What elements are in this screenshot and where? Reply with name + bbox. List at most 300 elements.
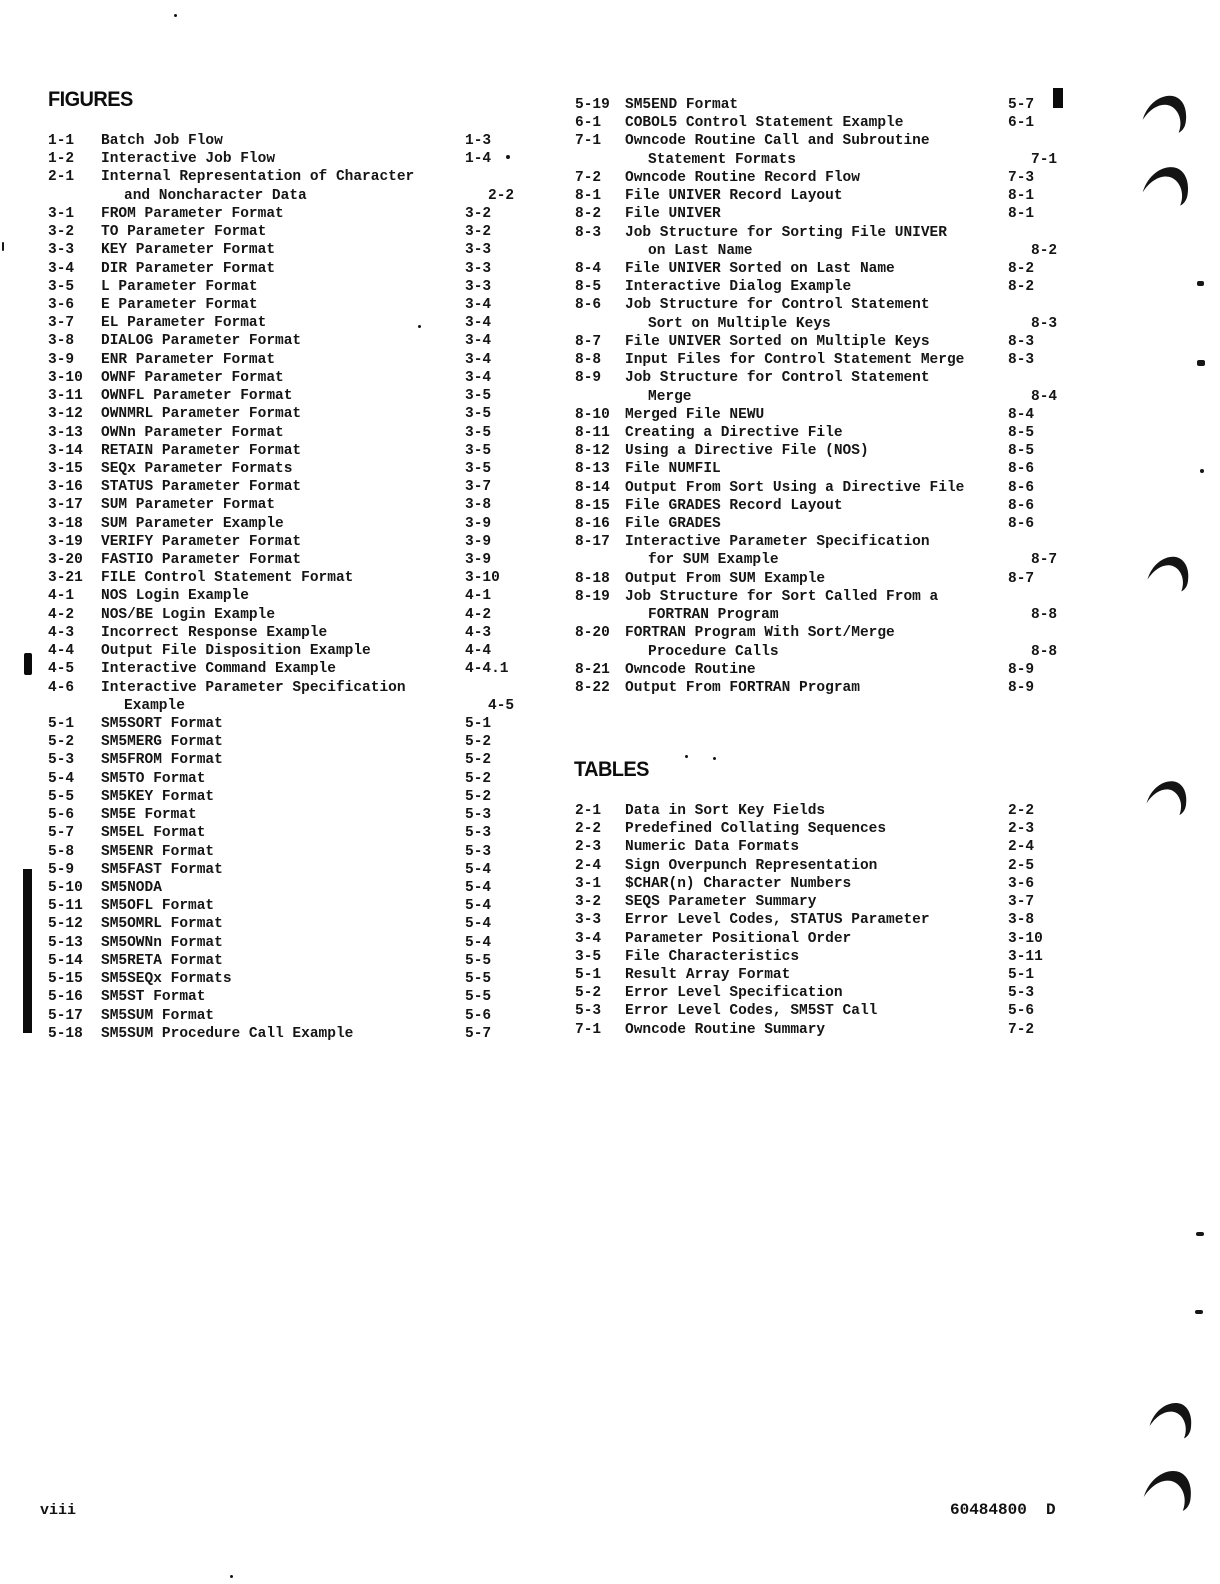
- entry-title: Error Level Codes, STATUS Parameter: [625, 912, 930, 929]
- entry-title: Batch Job Flow: [101, 133, 223, 149]
- toc-entry: [575, 406, 1055, 424]
- toc-entry: [48, 915, 518, 933]
- entry-page-number: 3-9: [465, 515, 492, 532]
- toc-entry: [48, 697, 518, 715]
- page-number: viii: [40, 1502, 77, 1519]
- entry-page-number: 8-2: [1008, 260, 1035, 277]
- toc-entry: [48, 843, 518, 861]
- toc-entry: [575, 857, 1055, 875]
- toc-entry: [48, 788, 518, 806]
- page-curl-mark-icon: [1143, 777, 1191, 815]
- toc-entry: [48, 351, 518, 369]
- entry-title: Numeric Data Formats: [625, 839, 800, 856]
- entry-title: Creating a Directive File: [625, 424, 843, 441]
- entry-number: 8-21: [575, 661, 610, 678]
- toc-entry: [575, 278, 1055, 296]
- entry-page-number: 3-5: [465, 424, 492, 441]
- entry-page-number: 3-2: [465, 224, 492, 241]
- toc-entry: [575, 533, 1055, 551]
- entry-title: SM5NODA: [101, 879, 162, 896]
- entry-title: Owncode Routine Call and Subroutine: [625, 133, 930, 150]
- entry-page-number: 7-1: [1031, 151, 1058, 168]
- toc-entry: [48, 387, 518, 405]
- entry-number: 2-3: [575, 839, 602, 856]
- entry-number: 8-13: [575, 461, 610, 478]
- entry-number: 5-19: [575, 97, 610, 113]
- scan-speck: [1200, 469, 1204, 473]
- entry-title: File UNIVER Record Layout: [625, 188, 843, 205]
- entry-number: 4-1: [48, 588, 75, 605]
- entry-page-number: 8-7: [1008, 570, 1035, 587]
- toc-entry: [48, 132, 518, 150]
- entry-title: L Parameter Format: [101, 278, 258, 295]
- entry-page-number: 8-5: [1008, 424, 1035, 441]
- entry-number: 8-12: [575, 443, 610, 460]
- entry-title: SM5ST Format: [101, 989, 206, 1006]
- change-bar-icon: [24, 653, 32, 675]
- entry-number: 4-4: [48, 643, 75, 660]
- entry-title: FORTRAN Program: [648, 607, 779, 624]
- toc-entry: [48, 715, 518, 733]
- toc-entry: [48, 606, 518, 624]
- entry-number: 2-1: [575, 803, 602, 819]
- entry-number: 3-16: [48, 479, 83, 496]
- entry-title: Output File Disposition Example: [101, 643, 371, 660]
- entry-title: SM5END Format: [625, 97, 739, 113]
- entry-page-number: 8-9: [1008, 680, 1035, 696]
- entry-page-number: 4-3: [465, 624, 492, 641]
- entry-page-number: 5-5: [465, 971, 492, 988]
- entry-number: 8-6: [575, 297, 602, 314]
- entry-number: 8-11: [575, 424, 610, 441]
- entry-number: 5-12: [48, 916, 83, 933]
- entry-page-number: 5-3: [1008, 985, 1035, 1002]
- toc-entry: [48, 478, 518, 496]
- entry-number: 3-4: [48, 260, 75, 277]
- document-number: 60484800 D: [950, 1501, 1056, 1519]
- entry-number: 8-18: [575, 570, 610, 587]
- entry-page-number: 5-2: [465, 788, 492, 805]
- toc-entry: [575, 643, 1058, 661]
- entry-page-number: 5-1: [1008, 966, 1035, 983]
- entry-page-number: 6-1: [1008, 115, 1035, 132]
- toc-entry: [48, 624, 518, 642]
- entry-title: Output From SUM Example: [625, 570, 826, 587]
- entry-title: E Parameter Format: [101, 296, 258, 313]
- entry-title: ENR Parameter Format: [101, 351, 276, 368]
- entry-title: NOS/BE Login Example: [101, 606, 276, 623]
- toc-entry: [575, 351, 1055, 369]
- entry-title: SM5OMRL Format: [101, 916, 223, 933]
- entry-number: [48, 187, 101, 205]
- scan-speck: [1197, 281, 1204, 286]
- entry-page-number: 3-8: [1008, 912, 1035, 929]
- toc-entry: [575, 242, 1058, 260]
- toc-entry: [575, 966, 1055, 984]
- scan-speck: [506, 155, 510, 159]
- entry-page-number: 3-4: [465, 333, 492, 350]
- entry-title: Interactive Parameter Specification: [101, 679, 406, 696]
- entry-page-number: 8-7: [1031, 552, 1058, 569]
- entry-page-number: 5-4: [465, 879, 492, 896]
- toc-entry: [575, 948, 1055, 966]
- toc-entry: [48, 405, 518, 423]
- entry-page-number: 8-9: [1008, 661, 1035, 678]
- entry-number: 5-16: [48, 989, 83, 1006]
- toc-entry: [48, 824, 518, 842]
- entry-number: 3-17: [48, 497, 83, 514]
- entry-page-number: 2-3: [1008, 821, 1035, 838]
- entry-number: 8-3: [575, 224, 602, 241]
- entry-page-number: 3-11: [1008, 948, 1043, 965]
- entry-title: Procedure Calls: [648, 643, 779, 660]
- toc-entry: [575, 570, 1055, 588]
- entry-title: Internal Representation of Character: [101, 169, 415, 186]
- entry-page-number: [465, 679, 518, 697]
- toc-entry: [48, 1007, 518, 1025]
- entry-number: 3-12: [48, 406, 83, 423]
- toc-entry: [48, 314, 518, 332]
- entry-number: 7-1: [575, 133, 602, 150]
- entry-number: 8-2: [575, 206, 602, 223]
- entry-title: KEY Parameter Format: [101, 242, 276, 259]
- entry-page-number: 5-5: [465, 989, 492, 1006]
- entry-number: [575, 643, 625, 661]
- entry-page-number: [1008, 369, 1055, 387]
- entry-page-number: 8-3: [1008, 352, 1035, 369]
- entry-page-number: 5-2: [465, 734, 492, 751]
- entry-page-number: 8-1: [1008, 188, 1035, 205]
- entry-page-number: [1008, 533, 1055, 551]
- entry-number: 8-5: [575, 279, 602, 296]
- entry-number: 5-8: [48, 843, 75, 860]
- entry-title: File GRADES Record Layout: [625, 497, 843, 514]
- toc-entry: [48, 369, 518, 387]
- toc-entry: [575, 132, 1055, 150]
- entry-page-number: 3-4: [465, 315, 492, 332]
- toc-entry: [575, 930, 1055, 948]
- entry-page-number: 3-4: [465, 296, 492, 313]
- entry-number: 8-9: [575, 370, 602, 387]
- tables-heading: TABLES: [574, 758, 649, 781]
- toc-entry: [48, 897, 518, 915]
- entry-number: 1-2: [48, 151, 75, 168]
- entry-page-number: 3-8: [465, 497, 492, 514]
- entry-page-number: 8-8: [1031, 643, 1058, 660]
- entry-title: Example: [124, 697, 185, 714]
- entry-number: 4-3: [48, 624, 75, 641]
- entry-title: File UNIVER: [625, 206, 721, 223]
- entry-title: Sign Overpunch Representation: [625, 857, 878, 874]
- toc-entry: [48, 332, 518, 350]
- entry-title: OWNF Parameter Format: [101, 369, 284, 386]
- scan-speck: [1195, 1310, 1203, 1314]
- entry-page-number: 8-2: [1031, 242, 1058, 259]
- entry-title: Output From Sort Using a Directive File: [625, 479, 965, 496]
- entry-title: SEQx Parameter Formats: [101, 460, 293, 477]
- entry-page-number: 5-4: [465, 916, 492, 933]
- entry-number: 5-15: [48, 971, 83, 988]
- entry-number: 8-1: [575, 188, 602, 205]
- toc-entry: [48, 168, 518, 186]
- entry-title: SM5FROM Format: [101, 752, 223, 769]
- figures-list-right-column: [575, 96, 1058, 697]
- entry-title: Merged File NEWU: [625, 406, 765, 423]
- entry-title: on Last Name: [648, 242, 753, 259]
- toc-entry: [575, 333, 1055, 351]
- entry-page-number: 5-5: [465, 952, 492, 969]
- entry-title: FASTIO Parameter Format: [101, 552, 302, 569]
- entry-page-number: 5-2: [465, 770, 492, 787]
- entry-page-number: 2-2: [1008, 803, 1035, 819]
- entry-page-number: 5-6: [1008, 1003, 1035, 1020]
- entry-title: Predefined Collating Sequences: [625, 821, 887, 838]
- toc-entry: [48, 515, 518, 533]
- toc-entry: [48, 770, 518, 788]
- toc-entry: [575, 661, 1055, 679]
- entry-number: 5-13: [48, 934, 83, 951]
- entry-page-number: 3-5: [465, 388, 492, 405]
- toc-entry: [575, 588, 1055, 606]
- toc-entry: [575, 911, 1055, 929]
- toc-entry: [48, 679, 518, 697]
- toc-entry: [48, 424, 518, 442]
- entry-number: 3-10: [48, 369, 83, 386]
- toc-entry: [575, 260, 1055, 278]
- entry-number: 5-9: [48, 861, 75, 878]
- toc-entry: [575, 515, 1055, 533]
- entry-title: File Characteristics: [625, 948, 800, 965]
- entry-number: 3-5: [575, 948, 602, 965]
- toc-entry: [48, 260, 518, 278]
- entry-title: SEQS Parameter Summary: [625, 894, 817, 911]
- entry-page-number: 3-9: [465, 533, 492, 550]
- entry-title: Sort on Multiple Keys: [648, 315, 831, 332]
- entry-title: EL Parameter Format: [101, 315, 267, 332]
- toc-entry: [48, 660, 518, 678]
- entry-title: COBOL5 Control Statement Example: [625, 115, 904, 132]
- entry-title: File UNIVER Sorted on Last Name: [625, 260, 895, 277]
- entry-title: Input Files for Control Statement Merge: [625, 352, 965, 369]
- entry-number: [575, 315, 625, 333]
- entry-number: 2-4: [575, 857, 602, 874]
- toc-entry: [48, 460, 518, 478]
- entry-number: 5-6: [48, 807, 75, 824]
- toc-entry: [48, 442, 518, 460]
- entry-number: 3-9: [48, 351, 75, 368]
- toc-entry: [48, 934, 518, 952]
- toc-entry: [48, 296, 518, 314]
- entry-title: SM5SUM Format: [101, 1007, 215, 1024]
- toc-entry: [575, 169, 1055, 187]
- scan-speck: [174, 14, 177, 17]
- toc-entry: [575, 388, 1058, 406]
- entry-title: Owncode Routine Summary: [625, 1021, 826, 1038]
- entry-title: Output From FORTRAN Program: [625, 680, 860, 696]
- entry-page-number: 5-7: [465, 1025, 492, 1042]
- entry-title: SM5OFL Format: [101, 898, 215, 915]
- entry-page-number: 1-3: [465, 133, 492, 149]
- entry-page-number: 5-4: [465, 898, 492, 915]
- entry-page-number: 4-1: [465, 588, 492, 605]
- toc-entry: [575, 606, 1058, 624]
- entry-number: [575, 151, 625, 169]
- entry-title: DIALOG Parameter Format: [101, 333, 302, 350]
- entry-page-number: 3-6: [1008, 875, 1035, 892]
- entry-number: 5-3: [575, 1003, 602, 1020]
- toc-entry: [48, 952, 518, 970]
- toc-entry: [48, 187, 518, 205]
- entry-number: 8-19: [575, 588, 610, 605]
- entry-title: SM5SORT Format: [101, 716, 223, 732]
- toc-entry: [575, 497, 1055, 515]
- entry-number: 3-2: [575, 894, 602, 911]
- toc-entry: [48, 751, 518, 769]
- page-curl-mark-icon: [1146, 551, 1191, 593]
- entry-number: 4-2: [48, 606, 75, 623]
- entry-number: 8-4: [575, 260, 602, 277]
- entry-number: 5-1: [48, 716, 75, 732]
- page-curl-mark-icon: [1141, 90, 1189, 134]
- entry-title: VERIFY Parameter Format: [101, 533, 302, 550]
- toc-entry: [48, 205, 518, 223]
- entry-number: 3-5: [48, 278, 75, 295]
- toc-entry: [48, 223, 518, 241]
- entry-page-number: 5-6: [465, 1007, 492, 1024]
- entry-title: File NUMFIL: [625, 461, 721, 478]
- entry-number: 3-2: [48, 224, 75, 241]
- entry-number: 8-14: [575, 479, 610, 496]
- toc-entry: [575, 838, 1055, 856]
- entry-title: Job Structure for Control Statement: [625, 370, 930, 387]
- entry-number: 5-2: [48, 734, 75, 751]
- entry-page-number: 8-6: [1008, 516, 1035, 533]
- toc-entry: [48, 587, 518, 605]
- entry-number: 5-2: [575, 985, 602, 1002]
- entry-number: 8-10: [575, 406, 610, 423]
- entry-number: 3-20: [48, 552, 83, 569]
- entry-page-number: 5-4: [465, 861, 492, 878]
- entry-title: Using a Directive File (NOS): [625, 443, 869, 460]
- entry-page-number: 5-7: [1008, 97, 1035, 113]
- entry-number: 3-1: [575, 875, 602, 892]
- toc-entry: [575, 820, 1055, 838]
- entry-page-number: [1008, 296, 1055, 314]
- toc-entry: [575, 369, 1055, 387]
- entry-page-number: 8-6: [1008, 479, 1035, 496]
- entry-page-number: 3-9: [465, 552, 492, 569]
- entry-page-number: 3-5: [465, 406, 492, 423]
- entry-title: Interactive Command Example: [101, 661, 336, 678]
- entry-title: Error Level Specification: [625, 985, 843, 1002]
- entry-page-number: 3-7: [465, 479, 492, 496]
- entry-page-number: 3-5: [465, 460, 492, 477]
- entry-title: SM5KEY Format: [101, 788, 215, 805]
- entry-number: 8-15: [575, 497, 610, 514]
- toc-entry: [575, 1002, 1055, 1020]
- entry-number: 4-6: [48, 679, 75, 696]
- toc-entry: [575, 296, 1055, 314]
- toc-entry: [575, 114, 1055, 132]
- toc-entry: [575, 479, 1055, 497]
- entry-number: 4-5: [48, 661, 75, 678]
- entry-page-number: 2-4: [1008, 839, 1035, 856]
- entry-page-number: 3-4: [465, 369, 492, 386]
- entry-page-number: [1008, 624, 1055, 642]
- entry-page-number: [465, 168, 518, 186]
- toc-entry: [575, 624, 1055, 642]
- entry-number: 3-8: [48, 333, 75, 350]
- entry-number: 8-8: [575, 352, 602, 369]
- entry-title: Job Structure for Sorting File UNIVER: [625, 224, 947, 241]
- page-curl-mark-icon: [1141, 161, 1191, 207]
- toc-entry: [575, 96, 1055, 114]
- entry-page-number: [1008, 588, 1055, 606]
- entry-title: File GRADES: [625, 516, 721, 533]
- entry-number: [575, 606, 625, 624]
- entry-title: SM5MERG Format: [101, 734, 223, 751]
- entry-number: 5-5: [48, 788, 75, 805]
- entry-number: 8-16: [575, 516, 610, 533]
- entry-page-number: 2-2: [488, 187, 515, 204]
- toc-entry: [575, 984, 1055, 1002]
- entry-title: SM5FAST Format: [101, 861, 223, 878]
- scan-speck: [685, 755, 688, 758]
- toc-entry: [575, 424, 1055, 442]
- entry-page-number: 4-4: [465, 643, 492, 660]
- entry-page-number: 5-1: [465, 716, 492, 732]
- entry-page-number: 4-4.1: [465, 661, 509, 678]
- entry-page-number: 5-2: [465, 752, 492, 769]
- entry-number: 5-4: [48, 770, 75, 787]
- entry-page-number: 5-3: [465, 825, 492, 842]
- toc-entry: [48, 533, 518, 551]
- toc-entry: [48, 879, 518, 897]
- toc-entry: [575, 151, 1058, 169]
- entry-number: 8-20: [575, 625, 610, 642]
- entry-number: 8-17: [575, 534, 610, 551]
- entry-page-number: 8-3: [1008, 333, 1035, 350]
- entry-page-number: 1-4: [465, 151, 492, 168]
- entry-page-number: 3-3: [465, 278, 492, 295]
- toc-entry: [48, 642, 518, 660]
- entry-page-number: 4-5: [488, 697, 515, 714]
- entry-number: 3-13: [48, 424, 83, 441]
- entry-title: OWNFL Parameter Format: [101, 388, 293, 405]
- toc-entry: [575, 442, 1055, 460]
- entry-page-number: 3-2: [465, 205, 492, 222]
- entry-number: 2-1: [48, 169, 75, 186]
- entry-page-number: 8-1: [1008, 206, 1035, 223]
- entry-page-number: 8-6: [1008, 461, 1035, 478]
- entry-title: File UNIVER Sorted on Multiple Keys: [625, 333, 930, 350]
- toc-entry: [48, 496, 518, 514]
- entry-title: TO Parameter Format: [101, 224, 267, 241]
- entry-number: [575, 551, 625, 569]
- entry-page-number: 8-3: [1031, 315, 1058, 332]
- entry-number: [575, 388, 625, 406]
- entry-page-number: 3-10: [465, 570, 500, 587]
- entry-page-number: 8-2: [1008, 279, 1035, 296]
- entry-number: 3-4: [575, 930, 602, 947]
- entry-title: Incorrect Response Example: [101, 624, 328, 641]
- entry-title: SM5SUM Procedure Call Example: [101, 1025, 354, 1042]
- entry-title: NOS Login Example: [101, 588, 249, 605]
- toc-entry: [575, 205, 1055, 223]
- entry-page-number: 7-2: [1008, 1021, 1035, 1038]
- page-curl-mark-icon: [1142, 1465, 1194, 1512]
- entry-page-number: 7-3: [1008, 169, 1035, 186]
